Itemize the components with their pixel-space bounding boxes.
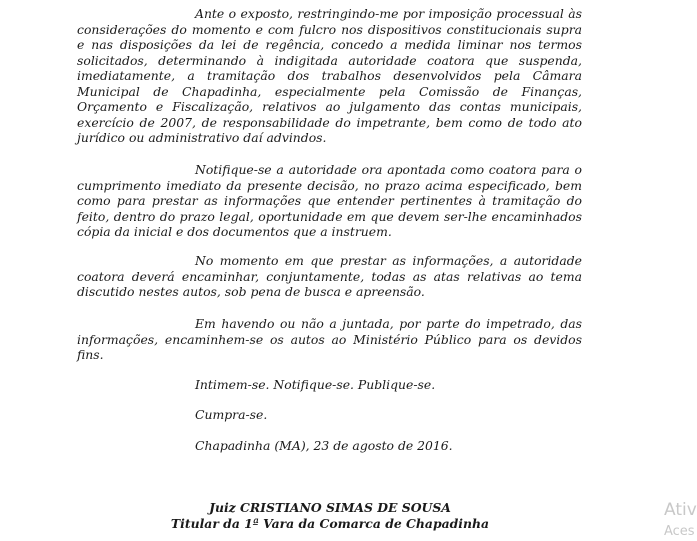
closing-fulfill: Cumpra-se. [195, 407, 268, 422]
paragraph-notification: Notifique-se a autoridade ora apontada como coatora para o cumprimento imediato da presente decisão, no prazo acima especificado, bem como para prestar as informações que entender pertinentes à tramitação do feito, dentro do prazo legal, oportunidade em que devem ser-lhe encaminhados cópia da inicial e dos documentos que a instruem. [77, 162, 582, 239]
paragraph-decision: Ante o exposto, restringindo-me por imposição processual às considerações do momento e com fulcro nos dispositivos constitucionais supra e nas disposições da lei de regência, concedo a medida liminar nos termos solicitados, determinando à indigitada autoridade coatora que suspenda, imediatamente, a tramitação dos trabalhos desenvolvidos pela Câmara Municipal de Chapadinha, especialmente pela Comissão de Finanças, Orçamento e Fiscalização, relativos ao julgamento das contas municipais, exercício de 2007, de responsabilidade do impetrante, bem como de todo ato jurídico ou administrativo daí advindos. [77, 6, 582, 145]
paragraph-information: No momento em que prestar as informações, a autoridade coatora deverá encaminhar, conjuntamente, todas as atas relativas ao tema discutido nestes autos, sob pena de busca e apreensão. [77, 253, 582, 299]
paragraph-ministry: Em havendo ou não a juntada, por parte do impetrado, das informações, encaminhem-se os autos ao Ministério Público para os devidos fins. [77, 316, 582, 362]
signature-name: Juiz CRISTIANO SIMAS DE SOUSA [209, 500, 451, 515]
closing-date: Chapadinha (MA), 23 de agosto de 2016. [195, 438, 453, 453]
windows-activation-watermark-subtitle: Aces [664, 524, 695, 539]
closing-intimation: Intimem-se. Notifique-se. Publique-se. [195, 377, 436, 392]
windows-activation-watermark-title: Ativ [664, 500, 697, 520]
signature-title: Titular da 1ª Vara da Comarca de Chapadinha [170, 516, 490, 531]
